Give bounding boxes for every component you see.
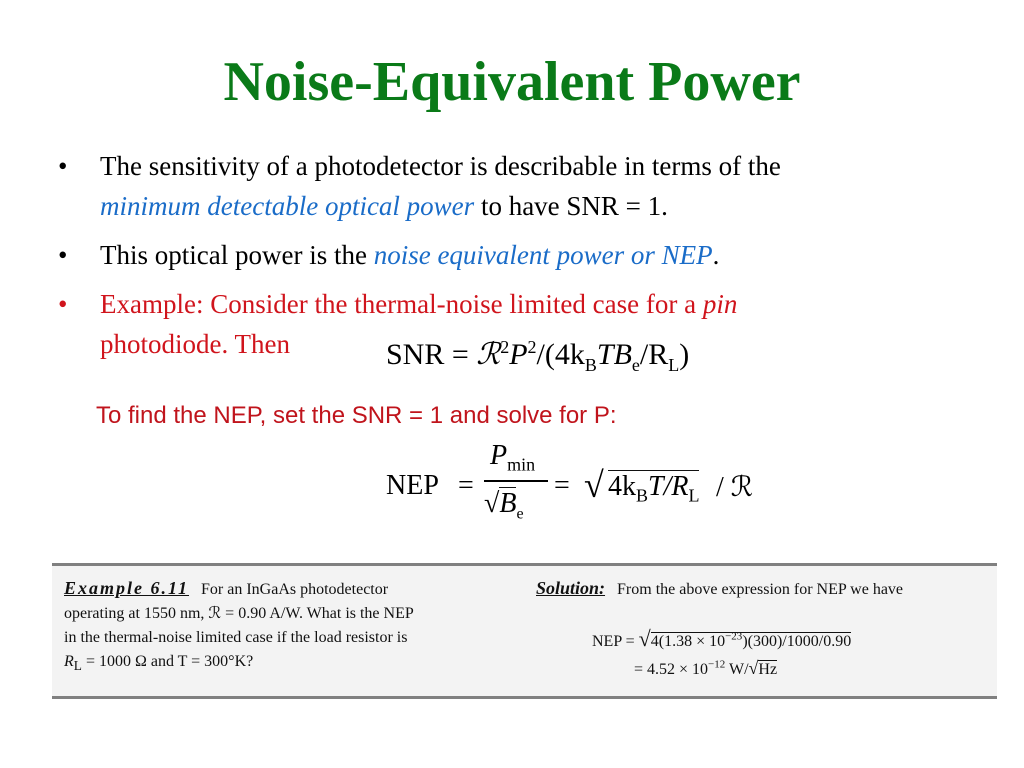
nep-numerator: $P_{min}$ <box>490 440 536 475</box>
nep-formula <box>386 440 766 540</box>
bullet-dot: • <box>58 240 68 270</box>
snr-sub: e <box>631 355 640 375</box>
bullet-text: This optical power is the <box>100 240 374 270</box>
calc-body: $4(1.38 \times 10^{-23})(300)/1000/0.90$ <box>650 630 852 650</box>
snr-exp: 2 <box>500 337 510 357</box>
sqrt-icon: √ <box>638 626 651 651</box>
fraction-bar <box>484 480 548 482</box>
example-problem: Example 6.11 For an InGaAs photodetector operating at 1550 nm, ℛ = 0.90 A/W. What is the NEP in the thermal-noise limited case if the load resistor is $R_L = 1000$ Ω and T = 300°K? <box>64 578 414 674</box>
solution-heading: Solution: <box>536 578 606 598</box>
sqrt-icon: √ <box>584 465 604 505</box>
snr-equals: = <box>451 338 469 371</box>
nep-result: = $4.52 \times 10^{-12}$ W/√Hz <box>634 658 778 678</box>
snr-rest: /(4k <box>536 338 585 371</box>
example-solution <box>536 576 986 602</box>
snr-exp: 2 <box>527 337 537 357</box>
bullet-dot: • <box>58 289 68 319</box>
bullet-highlight: noise equivalent power or NEP <box>373 240 713 270</box>
find-nep-text: To find the NEP, set the SNR = 1 and solve for P: <box>96 402 617 429</box>
snr-lhs: SNR <box>386 338 445 371</box>
snr-close: ) <box>679 338 690 371</box>
nep-calculation: NEP = $√4(1.38 \times 10^{-23})(300)/1000/0.90$ <box>592 626 852 651</box>
nep-equals-2: = <box>554 470 570 501</box>
example-line: R <box>64 653 74 670</box>
nep-equals: = <box>458 470 474 501</box>
example-line: For an InGaAs photodetector <box>201 581 389 598</box>
snr-formula <box>386 337 689 376</box>
nep-sqrt-body: $4k_BT/R_L$ <box>608 471 700 506</box>
bullet-text: to have SNR = 1. <box>474 191 668 221</box>
bullet-text: . <box>712 240 720 270</box>
solution-text: From the above expression for NEP we have <box>617 581 904 598</box>
bullet-dot: • <box>58 151 68 181</box>
bullet-text: photodiode. Then <box>100 329 290 359</box>
responsivity-symbol: ℛ <box>476 338 501 371</box>
example-heading: Example 6.11 <box>64 578 190 598</box>
nep-lhs: NEP <box>386 470 439 501</box>
snr-sub: B <box>584 355 597 375</box>
slide-title: Noise-Equivalent Power <box>223 51 801 113</box>
bullet-text: The sensitivity of a photodetector is describable in terms of the <box>100 151 781 181</box>
bullet-text: Example: Consider the thermal-noise limited case for a <box>100 289 703 319</box>
example-box <box>52 563 997 699</box>
snr-sub: L <box>668 355 680 375</box>
bullet-item-1 <box>58 146 978 226</box>
example-line: operating at 1550 nm, ℛ = 0.90 A/W. What is the NEP <box>64 605 414 622</box>
snr-slash: /R <box>639 338 669 371</box>
bullet-highlight: pin <box>702 289 738 319</box>
bullet-item-2 <box>58 235 978 275</box>
sqrt-icon: √ <box>748 658 759 678</box>
snr-tb: TB <box>596 338 632 371</box>
example-line: = 1000 Ω and T = 300°K? <box>81 653 254 670</box>
nep-tail: / ℛ <box>716 472 754 503</box>
bullet-highlight: minimum detectable optical power <box>100 191 475 221</box>
nep-denominator: $√B_e$ <box>484 488 524 523</box>
power-symbol: P <box>509 338 528 371</box>
example-line: in the thermal-noise limited case if the load resistor is <box>64 629 408 646</box>
